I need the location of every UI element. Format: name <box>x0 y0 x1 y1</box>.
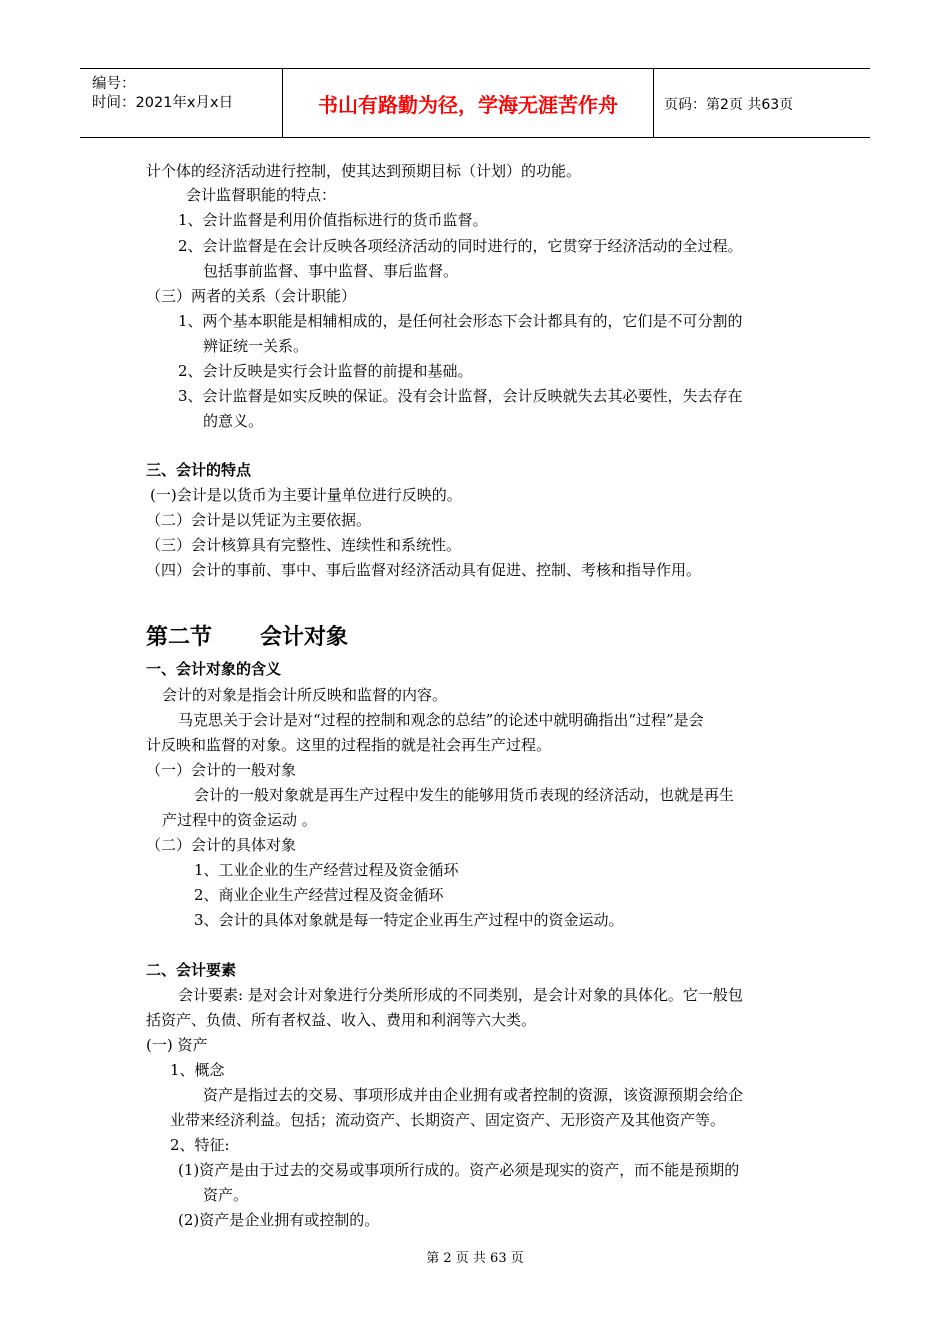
body-line: 资产。 <box>203 1186 249 1204</box>
page-footer: 第 2 页 共 63 页 <box>426 1251 524 1266</box>
body-line: 的意义。 <box>203 412 264 430</box>
body-line: 计个体的经济活动进行控制，使其达到预期目标（计划）的功能。 <box>146 162 582 180</box>
heading: 一、会计对象的含义 <box>146 660 282 678</box>
section-number: 第二节 <box>146 625 213 650</box>
body-line: 会计的一般对象就是再生产过程中发生的能够用货币表现的经济活动，也就是再生 <box>194 786 735 804</box>
body-line: 1、两个基本职能是相辅相成的，是任何社会形态下会计都具有的，它们是不可分割的 <box>178 312 743 330</box>
body-line: (2)资产是企业拥有或控制的。 <box>178 1211 380 1229</box>
body-line: 产过程中的资金运动 。 <box>162 811 317 829</box>
body-line: （三）会计核算具有完整性、连续性和系统性。 <box>146 536 462 554</box>
body-line: 计反映和监督的对象。这里的过程指的就是社会再生产过程。 <box>146 736 552 754</box>
body-line: （三）两者的关系（会计职能） <box>146 287 357 305</box>
body-line: (一) 资产 <box>146 1036 208 1054</box>
date-label: 时间：2021年x月x日 <box>92 95 234 111</box>
body-line: 资产是指过去的交易、事项形成并由企业拥有或者控制的资源，该资源预期会给企 <box>203 1086 744 1104</box>
body-line: （一）会计的一般对象 <box>146 761 297 779</box>
header-info-cell <box>80 69 283 137</box>
header-motto: 书山有路勤为径，学海无涯苦作舟 <box>283 69 654 137</box>
heading: 三、会计的特点 <box>146 461 252 479</box>
body-line: 辨证统一关系。 <box>203 337 309 355</box>
heading: 二、会计要素 <box>146 961 237 979</box>
body-line: 1、工业企业的生产经营过程及资金循环 <box>194 861 459 879</box>
body-line: 2、会计监督是在会计反映各项经济活动的同时进行的，它贯穿于经济活动的全过程。 <box>178 237 743 255</box>
body-line: 3、会计监督是如实反映的保证。没有会计监督，会计反映就失去其必要性，失去存在 <box>178 387 743 405</box>
body-line: 1、会计监督是利用价值指标进行的货币监督。 <box>178 211 488 229</box>
body-line: (1)资产是由于过去的交易或事项所行成的。资产必须是现实的资产，而不能是预期的 <box>178 1161 740 1179</box>
body-line: 2、特征: <box>170 1136 230 1154</box>
body-line: 2、商业企业生产经营过程及资金循环 <box>194 886 444 904</box>
body-line: 会计监督职能的特点： <box>186 186 337 204</box>
body-line: （二）会计是以凭证为主要依据。 <box>146 511 372 529</box>
body-line: 马克思关于会计是对“过程的控制和观念的总结”的论述中就明确指出“过程”是会 <box>178 711 704 729</box>
body-line: 2、会计反映是实行会计监督的前提和基础。 <box>178 362 473 380</box>
header-page-info: 页码：第2页 共63页 <box>664 97 794 113</box>
body-line: 3、会计的具体对象就是每一特定企业再生产过程中的资金运动。 <box>194 911 624 929</box>
number-label: 编号： <box>92 76 136 92</box>
body-line: 1、概念 <box>170 1061 225 1079</box>
body-line: 业带来经济利益。包括；流动资产、长期资产、固定资产、无形资产及其他资产等。 <box>170 1111 726 1129</box>
body-line: （二）会计的具体对象 <box>146 836 297 854</box>
body-line: 会计要素: 是对会计对象进行分类所形成的不同类别，是会计对象的具体化。它一般包 <box>178 986 743 1004</box>
section-name: 会计对象 <box>260 625 349 650</box>
body-line: 会计的对象是指会计所反映和监督的内容。 <box>162 686 448 704</box>
body-line: (一)会计是以货币为主要计量单位进行反映的。 <box>150 486 462 504</box>
body-line: 包括事前监督、事中监督、事后监督。 <box>203 262 459 280</box>
body-line: 括资产、负债、所有者权益、收入、费用和利润等六大类。 <box>146 1011 537 1029</box>
section-title <box>146 620 348 651</box>
page-header <box>80 68 870 138</box>
body-line: （四）会计的事前、事中、事后监督对经济活动具有促进、控制、考核和指导作用。 <box>146 561 702 579</box>
